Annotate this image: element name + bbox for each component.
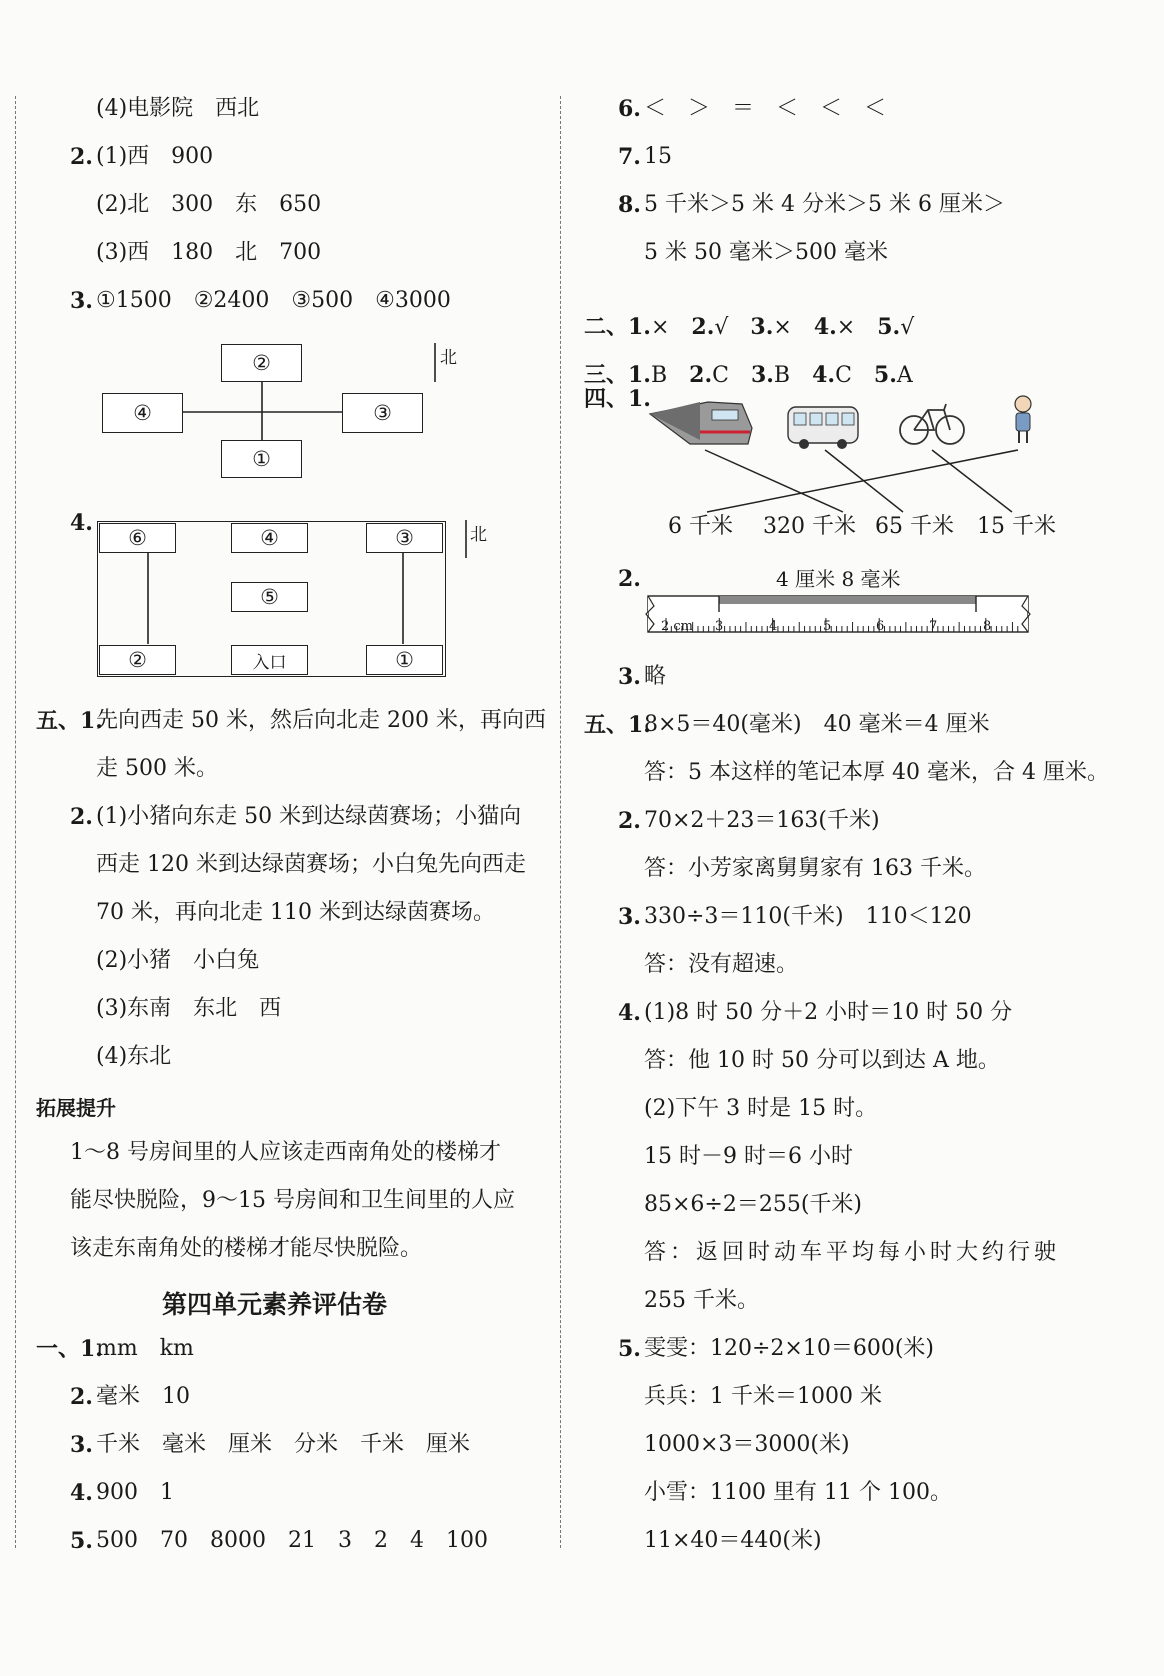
room-1: ① (366, 645, 443, 675)
answer-line: 1～8 号房间里的人应该走西南角处的楼梯才 (70, 1140, 501, 1165)
answer-line: 15 (644, 144, 672, 169)
answer-line: 70×2＋23＝163(千米) (644, 808, 880, 833)
answer-line: 略 (644, 664, 667, 689)
answer-line: 毫米 10 (96, 1384, 190, 1409)
answer-text: × (650, 315, 692, 340)
question-number: 五、1. (36, 708, 103, 734)
answer-line: 答：没有超速。 (644, 952, 799, 977)
ruler-tick-label: 5 (823, 619, 832, 634)
answer-line: 能尽快脱险，9～15 号房间和卫生间里的人应 (70, 1188, 515, 1213)
question-number: 2. (618, 566, 641, 592)
answer-line: 70 米，再向北走 110 米到达绿茵赛场。 (96, 900, 495, 925)
question-number: 4. (618, 1000, 641, 1026)
answer-line: 答：5 本这样的笔记本厚 40 毫米，合 4 厘米。 (644, 760, 1109, 785)
map-box-left: ④ (102, 393, 183, 433)
question-number: 2. (618, 808, 641, 834)
question-number: 2. (70, 804, 93, 830)
map-box-bottom: ① (221, 440, 302, 478)
answer-line: 该走东南角处的楼梯才能尽快脱险。 (70, 1236, 423, 1261)
ruler-measure-label: 4 厘米 8 毫米 (776, 567, 901, 591)
answer-line: (1)8 时 50 分＋2 小时＝10 时 50 分 (644, 1000, 1013, 1025)
question-number: 3. (70, 288, 93, 314)
question-number: 5. (618, 1336, 641, 1362)
answer-line: 答：他 10 时 50 分可以到达 A 地。 (644, 1048, 1000, 1073)
question-number: 2. (70, 1384, 93, 1410)
answer-text: × (773, 315, 814, 340)
answer-line: 5 米 50 毫米＞500 毫米 (644, 240, 888, 265)
answer-line: 330÷3＝110(千米) 110＜120 (644, 904, 972, 929)
distance-label: 320 千米 (763, 514, 856, 539)
answer-line: 15 时－9 时＝6 小时 (644, 1144, 853, 1169)
question-number: 7. (618, 144, 641, 170)
room-4: ④ (231, 523, 308, 553)
question-number: 5. (877, 314, 901, 340)
answer-line: (2)北 300 东 650 (96, 192, 322, 217)
ruler-tick-label: 7 (929, 619, 938, 634)
answer-line: ＜ ＞ ＝ ＜ ＜ ＜ (644, 96, 887, 121)
map-box-top: ② (221, 344, 302, 382)
question-number: 4. (812, 362, 836, 388)
question-number: 2. (689, 362, 713, 388)
answer-line: 11×40＝440(米) (644, 1528, 822, 1553)
answer-line: 8×5＝40(毫米) 40 毫米＝4 厘米 (644, 712, 990, 737)
room-6: ⑥ (99, 523, 176, 553)
question-number: 三、1. (584, 362, 651, 388)
answer-line: 255 千米。 (644, 1288, 759, 1313)
ruler-tick-label: 6 (876, 619, 885, 634)
ruler-tick-label: 2 cm (661, 619, 694, 634)
question-number: 2. (70, 144, 93, 170)
question-number: 8. (618, 192, 641, 218)
answer-line: (4)东北 (96, 1044, 172, 1069)
answer-line: (3)西 180 北 700 (96, 240, 322, 265)
distance-label: 15 千米 (977, 514, 1056, 539)
section-heading: 拓展提升 (36, 1096, 116, 1120)
question-number: 2. (691, 314, 715, 340)
question-number: 一、1. (36, 1336, 103, 1362)
answer-line: 答：小芳家离舅舅家有 163 千米。 (644, 856, 986, 881)
answer-line: 小雪：1100 里有 11 个 100。 (644, 1480, 952, 1505)
ruler-tick-label: 4 (769, 619, 778, 634)
answer-line: ①1500 ②2400 ③500 ④3000 (96, 288, 451, 313)
answer-line: (2)下午 3 时是 15 时。 (644, 1096, 878, 1121)
question-number: 3. (70, 1432, 93, 1458)
question-number: 3. (750, 362, 774, 388)
answer-line: 85×6÷2＝255(千米) (644, 1192, 863, 1217)
question-number: 3. (618, 904, 641, 930)
ruler-tick-label: 3 (715, 619, 724, 634)
question-number: 4. (813, 314, 837, 340)
answer-line: (3)东南 东北 西 (96, 996, 282, 1021)
answer-line: 5 千米＞5 米 4 分米＞5 米 6 厘米＞ (644, 192, 1005, 217)
map-box-right: ③ (342, 393, 423, 433)
distance-label: 6 千米 (668, 514, 733, 539)
question-number: 3. (618, 664, 641, 690)
distance-label: 65 千米 (875, 514, 954, 539)
question-number: 4. (70, 510, 93, 536)
answer-line: (2)小猪 小白兔 (96, 948, 260, 973)
room-5: ⑤ (231, 582, 308, 612)
ruler-tick-label: 8 (983, 619, 992, 634)
answer-line: 雯雯：120÷2×10＝600(米) (644, 1336, 935, 1361)
answer-text: B (773, 363, 813, 388)
answer-line: 500 70 8000 21 3 2 4 100 (96, 1528, 488, 1553)
answer-line: 答：返回时动车平均每小时大约行驶 (644, 1240, 1061, 1265)
entrance: 入口 (231, 645, 308, 675)
room-2: ② (99, 645, 176, 675)
answer-line: (4)电影院 西北 (96, 96, 260, 121)
answer-line: (1)小猪向东走 50 米到达绿茵赛场；小猫向 (96, 804, 522, 829)
answer-text: × (836, 315, 878, 340)
answer-line: mm km (96, 1336, 194, 1361)
answer-line: 兵兵：1 千米＝1000 米 (644, 1384, 882, 1409)
north-label: 北 (470, 525, 487, 545)
answer-line: (1)西 900 (96, 144, 214, 169)
question-number: 4. (70, 1480, 93, 1506)
question-number: 6. (618, 96, 641, 122)
question-number: 3. (750, 314, 774, 340)
unit-title: 第四单元素养评估卷 (162, 1290, 388, 1319)
room-3: ③ (366, 523, 443, 553)
question-number: 二、1. (584, 314, 651, 340)
answer-line: 走 500 米。 (96, 756, 218, 781)
question-number: 五、1. (584, 712, 651, 738)
answer-text: B (650, 363, 690, 388)
answer-text: C (712, 363, 751, 388)
answer-line: 1000×3＝3000(米) (644, 1432, 850, 1457)
answer-text: √ (900, 315, 915, 340)
question-number: 5. (70, 1528, 93, 1554)
answer-line: 先向西走 50 米，然后向北走 200 米，再向西 (96, 708, 546, 733)
question-number: 四、1. (584, 386, 651, 412)
answer-text: A (896, 363, 913, 388)
answer-text: C (835, 363, 874, 388)
question-number: 5. (873, 362, 897, 388)
answer-text: √ (714, 315, 751, 340)
answer-line: 西走 120 米到达绿茵赛场；小白兔先向西走 (96, 852, 526, 877)
answer-line: 千米 毫米 厘米 分米 千米 厘米 (96, 1432, 471, 1457)
answer-line: 900 1 (96, 1480, 174, 1505)
north-label: 北 (440, 348, 457, 368)
